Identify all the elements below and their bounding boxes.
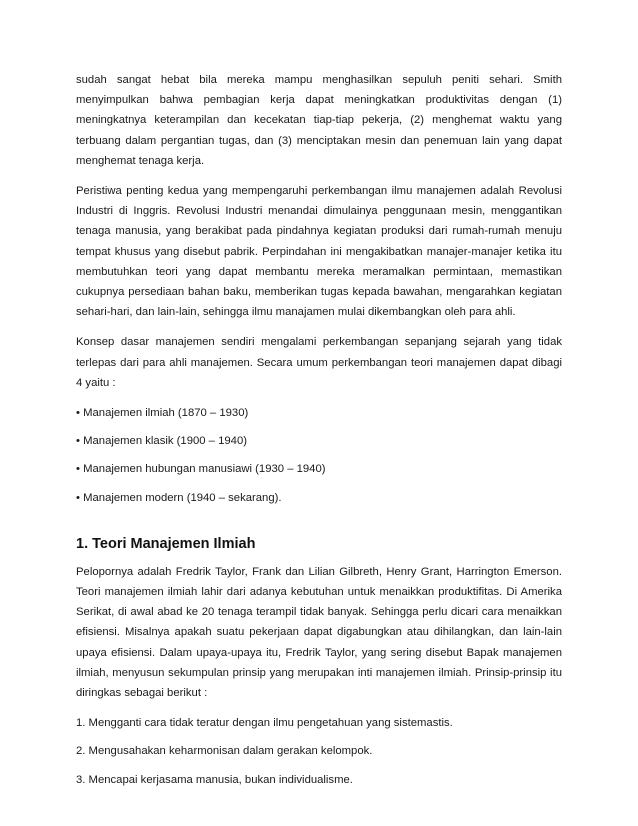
bullet-manajemen-ilmiah: • Manajemen ilmiah (1870 – 1930) (76, 407, 249, 420)
paragraph-konsep-dasar: Konsep dasar manajemen sendiri mengalami perkembangan sepanjang sejarah yang tidak terlepas dari para ahli manajemen. Secara umum perkembangan teori manajemen dapat dibagi 4 yaitu : (76, 336, 562, 389)
principle-item: 3. Mencapai kerjasama manusia, bukan individualisme. (76, 773, 353, 786)
bullet-manajemen-klasik: • Manajemen klasik (1900 – 1940) (76, 435, 247, 448)
section-heading: 1. Teori Manajemen Ilmiah (76, 535, 256, 552)
principle-item: 2. Mengusahakan keharmonisan dalam gerakan kelompok. (76, 745, 373, 758)
paragraph-revolusi-industri: Peristiwa penting kedua yang mempengaruhi perkembangan ilmu manajemen adalah Revolusi Industri di Inggris. Revolusi Industri menandai dimulainya penggunaan mesin, menggantikan tenaga manusia, yang berakibat pada pindahnya kegiatan produksi dari rumah-rumah menuju tempat khusus yang disebut pabrik. Perpindahan ini mengakibatkan manajer-manajer ketika itu membutuhkan teori yang dapat membantu mereka meramalkan permintaan, memastikan cukupnya persediaan bahan baku, memberikan tugas kepada bawahan, mengarahkan kegiatan sehari-hari, dan lain-lain, sehingga ilmu manajamen mulai dikembangkan oleh para ahli. (76, 185, 562, 319)
principle-item: 1. Mengganti cara tidak teratur dengan ilmu pengetahuan yang sistemastis. (76, 717, 453, 730)
paragraph-pelopor: Pelopornya adalah Fredrik Taylor, Frank dan Lilian Gilbreth, Henry Grant, Harrington Emerson. Teori manajemen ilmiah lahir dari adanya kebutuhan untuk menaikkan produktifitas. Di Amerika Serikat, di awal abad ke 20 tenaga terampil tidak banyak. Sehingga perlu dicari cara menaikkan efisiensi. Misalnya apakah suatu pekerjaan dapat digabungkan atau dihilangkan, dan lain-lain upaya efisiensi. Dalam upaya-upaya itu, Fredrik Taylor, yang sering disebut Bapak manajemen ilmiah, menyusun sekumpulan prinsip yang merupakan inti manajemen ilmiah. Prinsip-prinsip itu diringkas sebagai berikut : (76, 565, 562, 700)
paragraph-smith: sudah sangat hebat bila mereka mampu menghasilkan sepuluh peniti sehari. Smith menyimpulkan bahwa pembagian kerja dapat meningkatkan produktivitas dengan (1) meningkatnya keterampilan dan kecekatan tiap-tiap pekerja, (2) menghemat waktu yang terbuang dalam pergantian tugas, dan (3) menciptakan mesin dan penemuan lain yang dapat menghemat tenaga kerja. (76, 74, 562, 167)
bullet-manajemen-modern: • Manajemen modern (1940 – sekarang). (76, 491, 282, 504)
document-page (76, 70, 562, 798)
bullet-manajemen-hubungan-manusiawi: • Manajemen hubungan manusiawi (1930 – 1940) (76, 463, 326, 476)
